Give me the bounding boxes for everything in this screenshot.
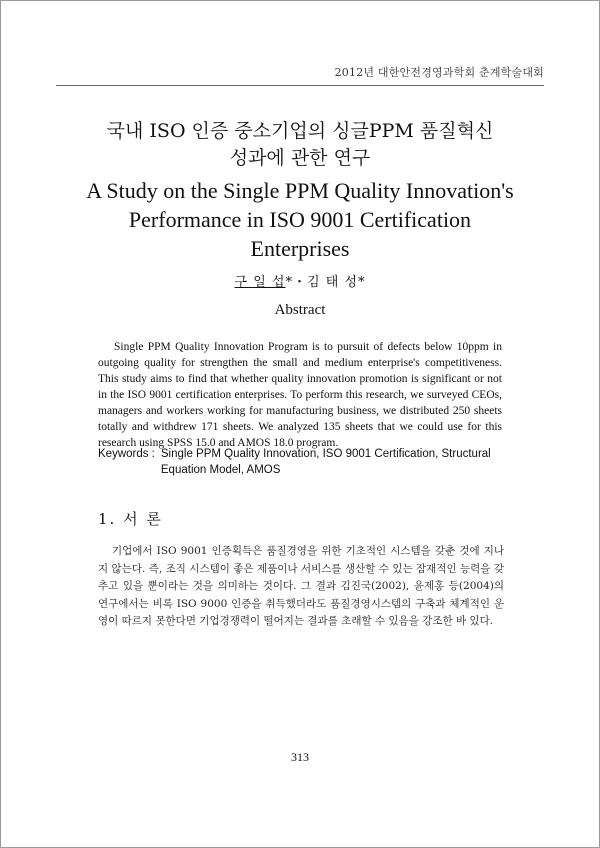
section-heading: 1. 서 론 [98,510,163,528]
keywords-label: Keywords : [98,448,155,460]
author-second: 김 태 성* [307,275,366,290]
author-separator: *・ [285,275,307,290]
keywords-text: Single PPM Quality Innovation, ISO 9001 Certification, Structural Equation Model, AMOS [160,448,491,476]
abstract-body: Single PPM Quality Innovation Program is to pursuit of defects below 10ppm in outgoing quality for strengthen the small and medium enterprise's competitiveness. This study aims to find that whether quality innovation promotion is significant or not in the ISO 9001 certification enterprises. To perform this research, we surveyed CEOs, managers and workers working for manufacturing business, we distributed 250 sheets totally and withdrew 171 sheets. We analyzed 135 sheets that we could use for this research using SPSS 15.0 and AMOS 18.0 program. [98,341,502,449]
author-first: 구 일 섭 [234,275,286,290]
page-number: 313 [291,750,309,764]
section-body: 기업에서 ISO 9001 인증획득은 품질경영을 위한 기초적인 시스템을 갖춘 것에 지나지 않는다. 즉, 조직 시스템이 좋은 제품이나 서비스를 생산할 수 있는 잠재적인 능력을 갖추고 있을 뿐이라는 것을 의미하는 것이다. 그 결과 김진국(2002), 윤제홍 등(2004)의 연구에서는 비록 ISO 9000 인증을 취득했더라도 품질경영시스템의 구축과 체계적인 운영이 따르지 못한다면 기업경쟁력이 떨어지는 결과를 초래할 수 있음을 강조한 바 있다. [98,545,504,627]
header-divider [56,85,544,86]
korean-title: 국내 ISO 인증 중소기업의 싱글PPM 품질혁신 성과에 관한 연구 [106,120,494,169]
title-block [56,118,544,263]
author-line [56,271,544,290]
abstract-heading: Abstract [274,302,326,318]
keywords [98,446,510,478]
english-title: A Study on the Single PPM Quality Innovation's Performance in ISO 9001 Certification Enterprises [86,178,514,261]
running-header: 2012년 대한안전경영과학회 춘계학술대회 [334,66,544,79]
